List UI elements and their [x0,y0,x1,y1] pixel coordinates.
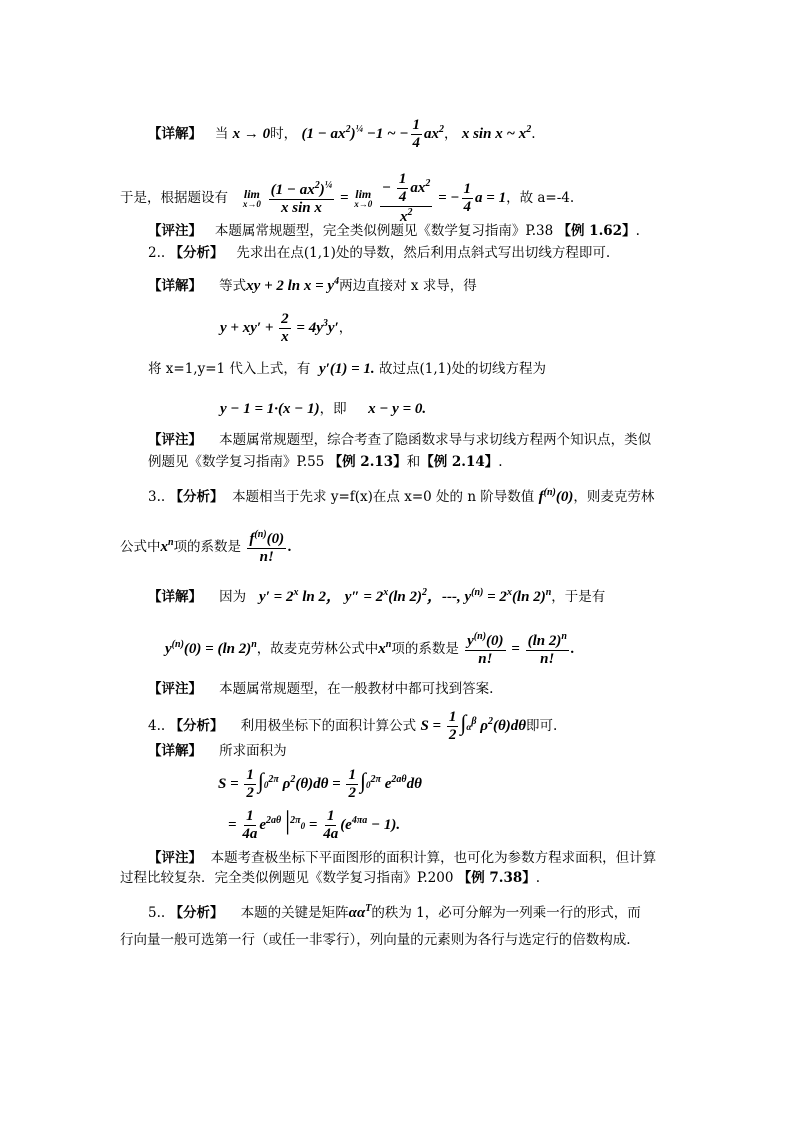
tag-fenxi: 【分析】 [169,489,224,505]
equation-area-1 [218,768,422,801]
line-21 [120,872,540,886]
item-number: 4.. [148,717,170,734]
text: 本题的关键是矩阵 [240,905,349,921]
formula: $y^{(n)}(0) = (\ln$ 2)$^n$ [165,638,257,657]
formula: $x^n$ [378,638,392,657]
text: 所求面积为 [219,743,287,759]
tag-fenxi: 【分析】 [169,717,224,734]
formula: y − 1 = 1·(x − 1) [220,401,320,417]
tag-fenxi: 【分析】 [169,905,224,921]
line-20 [148,852,656,866]
line-16 [148,710,557,743]
formula: y + xy′ + $\frac{2}{x}$ = $4y^3y'$ [220,311,339,345]
item-number: 3.. [148,489,170,505]
line-2 [120,172,574,225]
tag-pingzhu: 【评注】 [148,223,202,239]
line-7 [148,362,546,377]
equation-area-2 [228,808,400,842]
formula: lim x→0 $\frac{(1 - ax^2)^{\frac{1}{4}}}{\text{x sin x}}$ = lim x→0 − $\frac{1}{4}$ $ax^2$ $x^2$ = − $\frac{1}{4}$ a = 1 [242,171,507,225]
formula: S = $\frac{1}{2}$ $\int\alpha^\beta$ $\rho^2(\theta)d\theta$ [420,709,527,743]
formula: x sin x ~ $x^2$ [461,123,532,142]
tag-pingzhu: 【评注】 [148,432,202,448]
text: 的秩为 1，必可分解为一列乘一行的形式，而 [371,905,641,921]
line-3 [148,225,640,239]
line-9 [148,434,651,448]
formula: $\frac{f^{(n)}(0)}{n!}$ . [249,529,292,565]
ref: 【例 1.62】 [557,223,636,239]
text: 本题考查极坐标下平面图形的面积计算，也可化为参数方程求面积，但计算 [210,850,657,866]
text: . [498,454,503,470]
formula: $y' = 2^x$ ln 2， $y'' = 2^x(\ln$ 2)$^2$，---, $y^{(n)} = 2^x(\ln$ 2)$^n$ [259,587,552,605]
formula: $x^n$ [160,536,174,555]
item-number: 2.. [148,245,170,261]
line-13 [148,588,605,605]
formula: $\frac{y^{(n)}(0)}{n!}$ = $\frac{(\ln 2)^n}{n!}$ . [467,631,575,667]
text: . [535,870,541,886]
text: 先求出在点(1,1)处的导数，然后利用点斜式写出切线方程即可. [236,245,611,261]
formula: $(1 - ax^2)^{\frac{1}{4}} -1$ ~ − $\frac{1}{4}$ $ax^2$ [301,117,445,151]
tag-pingzhu: 【评注】 [148,681,202,697]
equation-1: y + xy′ + $\frac{2}{x}$ = $4y^3y'$， [220,311,353,345]
text: . [531,125,536,142]
line-17 [148,745,287,759]
text: 例题见《数学复习指南》P.55 [148,454,329,470]
line-10 [148,456,503,470]
formula: $\alpha\alpha^T$ [348,903,372,921]
formula: xy + 2 $\ln x = y^4$ [246,276,340,294]
text: ， [444,125,458,142]
text: 时， [270,125,298,142]
text: 本题属常规题型，综合考查了隐函数求导与求切线方程两个知识点，类似 [219,432,652,448]
tag-xiangjie: 【详解】 [148,743,202,759]
formula: x → 0 [232,125,271,142]
ref: 【例 2.14】 [420,454,499,470]
formula: = $\frac{1}{4a}$ $e^{2a\theta}$ $|^{2\pi}0$ = $\frac{1}{4a}$ $(e^{4\pi a} - 1)$. [228,806,401,843]
formula: S = $\frac{1}{2}$ $\int 0^{2\pi}$ $\rho^2(\theta)d\theta$ = $\frac{1}{2}$ $\int 0^{2\pi}$ $e^{2a\theta}d\theta$ [218,767,422,801]
text: 于是，根据题设有 [120,189,228,206]
line-12 [120,530,292,565]
text: 行向量一般可选第一行（或任一非零行），列向量的元素则为各行与选定行的倍数构成. [120,932,631,948]
text: ，于是有 [551,589,606,605]
text: 即可. [526,717,558,734]
tag-xiangjie: 【详解】 [148,589,202,605]
text: 过程比较复杂．完全类似例题见《数学复习指南》P.200 [120,870,458,886]
text: 项的系数是 [391,640,459,657]
formula: x − y = 0. [368,401,427,417]
text: 当 [214,125,229,142]
text: 两边直接对 x 求导，得 [339,278,477,294]
line-15 [148,683,493,697]
formula: $f^{(n)}(0)$ [538,487,574,505]
item-number: 5.. [148,905,170,921]
formula: y′(1) = 1. [319,361,375,377]
text: 利用极坐标下的面积计算公式 [240,717,417,734]
text: 本题属常规题型，完全类似例题见《数学复习指南》P.38 [214,223,558,239]
tag-xiangjie: 【详解】 [148,125,202,142]
line-5 [148,277,477,294]
ref: 【例 7.38】 [457,870,536,886]
text: 故过点(1,1)处的切线方程为 [378,361,546,377]
text: 和 [406,454,421,470]
text: 本题相当于先求 y=f(x)在点 x=0 处的 n 阶导数值 [232,489,535,505]
text: 因为 [219,589,247,605]
text: 等式 [219,278,247,294]
text: ，即 [319,401,347,417]
line-1 [148,118,536,151]
text: . [635,223,640,239]
text: ，故麦克劳林公式中 [256,640,379,657]
tag-fenxi: 【分析】 [169,245,224,261]
line-14 [165,632,575,667]
text: ，则麦克劳林 [573,489,655,505]
line-4 [148,247,610,261]
text: 项的系数是 [173,538,242,555]
tag-xiangjie: 【详解】 [148,278,202,294]
tag-pingzhu: 【评注】 [148,850,202,866]
line-22 [148,904,641,921]
text: 公式中 [120,538,161,555]
equation-2 [220,402,426,417]
line-23 [120,934,631,948]
line-11 [148,488,654,505]
ref: 【例 2.13】 [328,454,407,470]
text: 本题属常规题型，在一般教材中都可找到答案. [219,681,494,697]
text: 将 x=1,y=1 代入上式，有 [148,361,311,377]
text: ，故 a=-4. [506,189,575,206]
